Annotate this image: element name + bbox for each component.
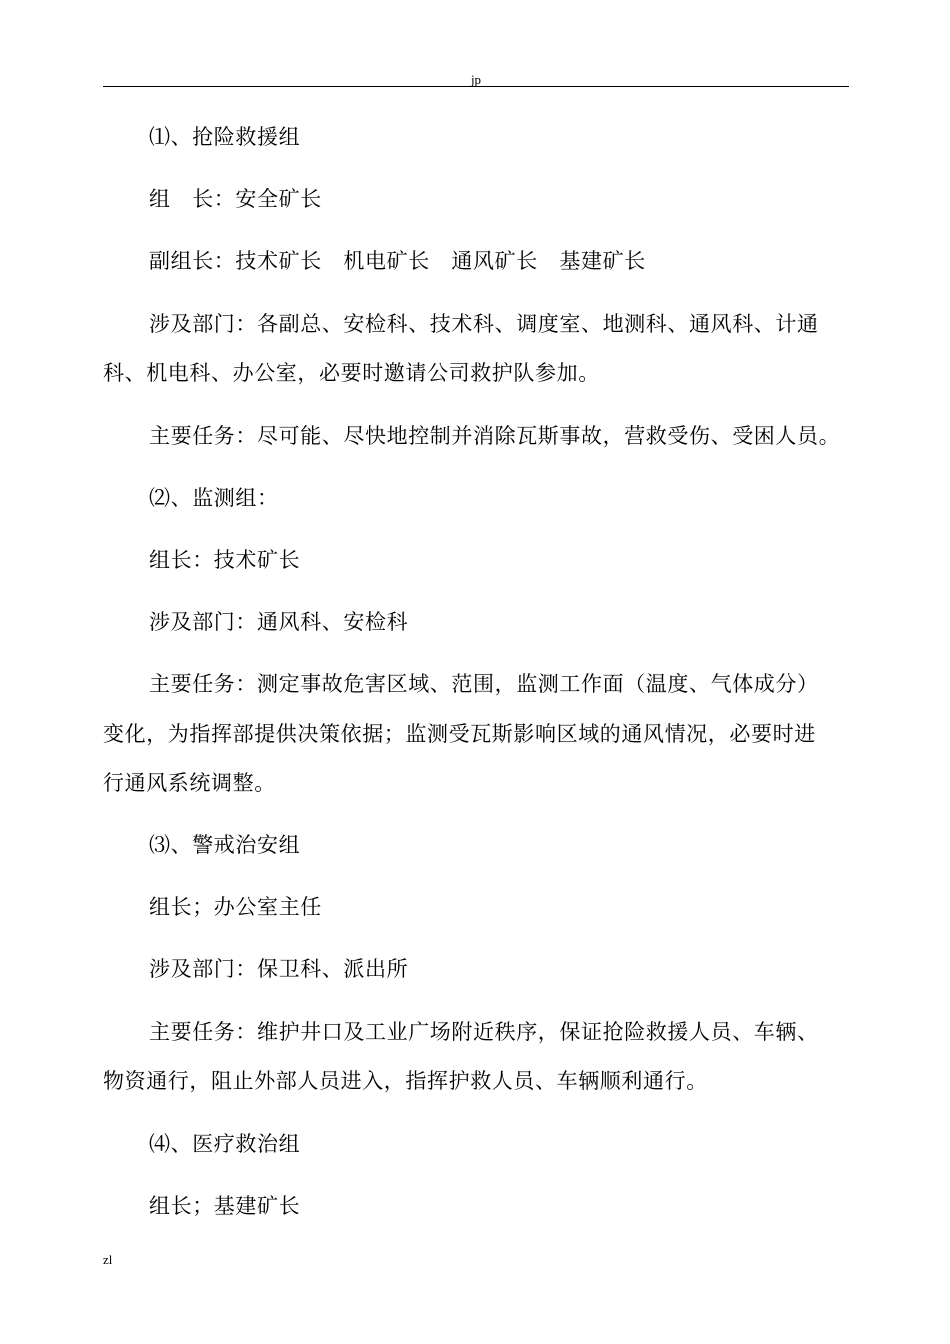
- monitoring-departments: 涉及部门：通风科、安检科: [149, 610, 409, 634]
- security-tasks: 主要任务：维护井口及工业广场附近秩序，保证抢险救援人员、车辆、: [149, 1020, 819, 1044]
- monitoring-tasks-cont-2: 行通风系统调整。: [103, 771, 276, 795]
- monitoring-tasks-cont-1: 变化，为指挥部提供决策依据；监测受瓦斯影响区域的通风情况，必要时进: [103, 722, 816, 746]
- monitoring-tasks: 主要任务：测定事故危害区域、范围，监测工作面（温度、气体成分）: [149, 672, 819, 696]
- security-tasks-cont: 物资通行，阻止外部人员进入，指挥护救人员、车辆顺利通行。: [103, 1069, 708, 1093]
- section-heading-medical: ⑷、医疗救治组: [149, 1132, 301, 1156]
- monitoring-leader: 组长：技术矿长: [149, 548, 301, 572]
- header-rule: [103, 86, 849, 87]
- medical-leader: 组长；基建矿长: [149, 1194, 301, 1218]
- page-header: jp: [470, 72, 482, 87]
- rescue-tasks: 主要任务：尽可能、尽快地控制并消除瓦斯事故，营救受伤、受困人员。: [149, 424, 841, 448]
- page-footer: zl: [103, 1252, 113, 1267]
- rescue-leader: 组 长：安全矿长: [149, 187, 322, 211]
- rescue-departments-cont: 科、机电科、办公室，必要时邀请公司救护队参加。: [103, 361, 600, 385]
- rescue-deputy-leaders: 副组长：技术矿长 机电矿长 通风矿长 基建矿长: [149, 249, 646, 273]
- rescue-departments: 涉及部门：各副总、安检科、技术科、调度室、地测科、通风科、计通: [149, 312, 819, 336]
- security-departments: 涉及部门：保卫科、派出所: [149, 957, 409, 981]
- section-heading-rescue: ⑴、抢险救援组: [149, 125, 301, 149]
- security-leader: 组长；办公室主任: [149, 895, 322, 919]
- section-heading-security: ⑶、警戒治安组: [149, 833, 301, 857]
- section-heading-monitoring: ⑵、监测组：: [149, 486, 279, 510]
